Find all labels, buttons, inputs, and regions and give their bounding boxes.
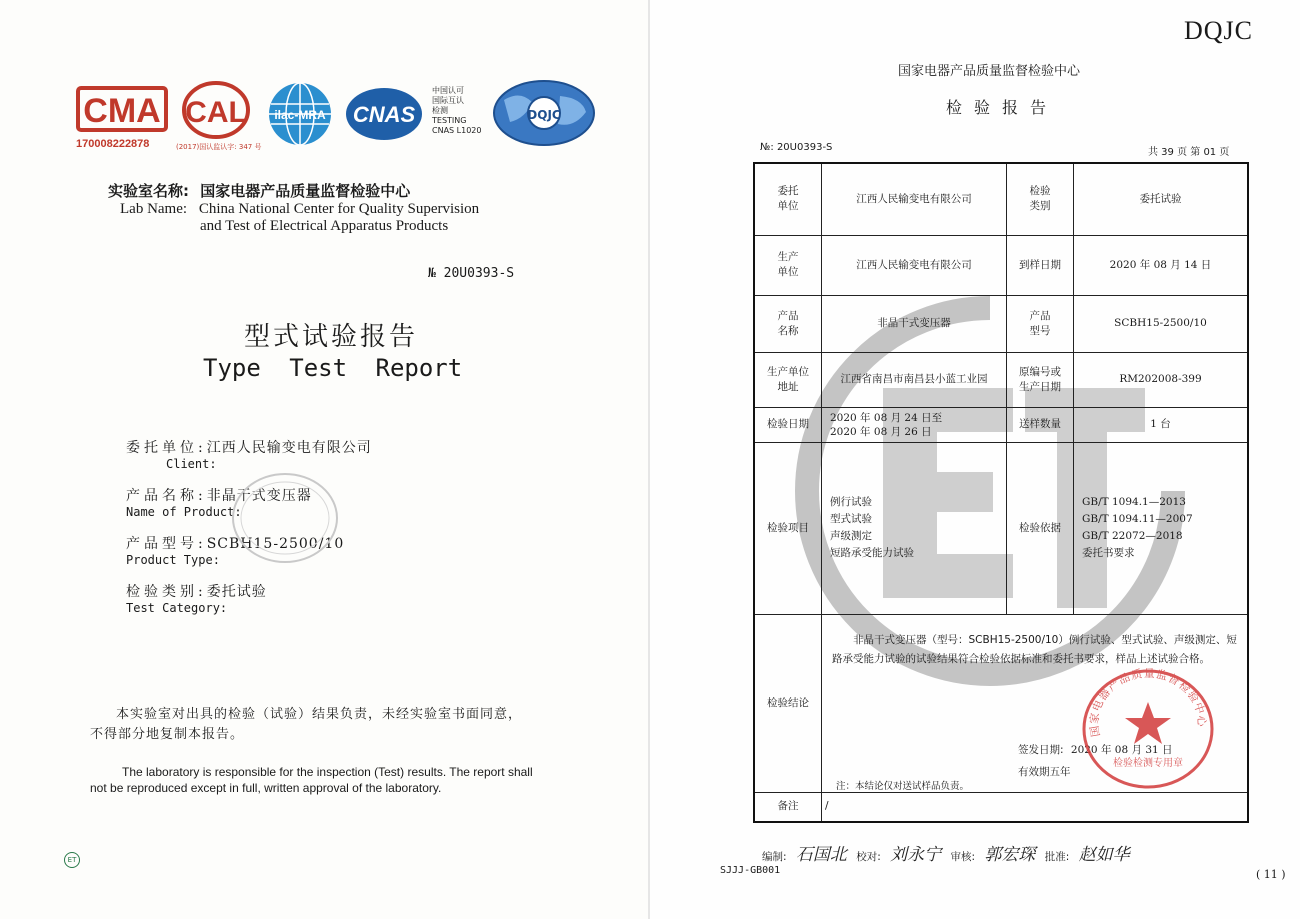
svg-text:CMA: CMA [83, 92, 161, 130]
serial-label: 原编号或 生产日期 [1007, 352, 1074, 407]
remark-label: 备注 [754, 792, 822, 822]
table-row [754, 407, 1248, 442]
conclusion-label: 检验结论 [754, 614, 822, 792]
cal-number: (2017)国认监认字: 347 号 [176, 143, 262, 151]
lab-name-zh: 国家电器产品质量监督检验中心 [200, 182, 411, 200]
product-label: 产品 名称 [754, 295, 822, 352]
cal-logo [176, 80, 262, 151]
field-test-category [126, 581, 586, 629]
field-value: 非晶干式变压器 [206, 488, 312, 504]
field-label-zh: 检验类别: [126, 584, 207, 600]
model-value: SCBH15-2500/10 [1074, 295, 1249, 352]
faint-stamp [230, 470, 340, 570]
svg-text:检验检测专用章: 检验检测专用章 [1113, 758, 1183, 769]
signature-row [762, 840, 1136, 865]
svg-text:ilac-MRA: ilac-MRA [274, 108, 326, 122]
conclusion-text: 非晶干式变压器（型号：SCBH15-2500/10）例行试验、型式试验、声级测定、短路承受能力试验的试验结果符合检验依据标准和委托书要求，样品上述试验合格。 [832, 633, 1237, 665]
serial-value: RM202008-399 [1074, 352, 1249, 407]
statement-en-line2: not be reproduced except in full, written approval of the laboratory. [90, 781, 442, 795]
quantity-value: 1 台 [1074, 407, 1249, 442]
test-date-value [822, 407, 1007, 442]
list-item: 型式试验 [830, 513, 872, 525]
lab-name-label-en: Lab Name: [120, 201, 188, 217]
model-label: 产品 型号 [1007, 295, 1074, 352]
list-item: 短路承受能力试验 [830, 547, 914, 559]
address-label: 生产单位 地址 [754, 352, 822, 407]
field-value: 江西人民输变电有限公司 [206, 440, 372, 456]
svg-text:CAL: CAL [185, 96, 247, 129]
faint-stamp-icon [230, 470, 340, 566]
report-code: DQJC [1184, 16, 1254, 45]
manufacturer-value: 江西人民输变电有限公司 [822, 235, 1007, 295]
field-value: SCBH15-2500/10 [206, 536, 345, 552]
svg-text:CNAS: CNAS [352, 102, 416, 127]
validity: 有效期五年 [1018, 765, 1071, 778]
field-label-zh: 产品名称: [126, 488, 207, 504]
report-title: 检验报告 [946, 98, 1059, 117]
form-code: SJJJ-GB001 [720, 865, 781, 876]
cma-icon [76, 84, 168, 142]
cal-icon [180, 80, 252, 142]
list-item: 委托书要求 [1082, 547, 1135, 559]
table-row [754, 235, 1248, 295]
svg-text:国家电器产品质量监督检验中心: 国家电器产品质量监督检验中心 [1087, 666, 1209, 738]
conclusion-note: 注：本结论仅对送试样品负责。 [836, 780, 970, 792]
manufacturer-label: 生产 单位 [754, 235, 822, 295]
statement-zh-line1: 本实验室对出具的检验（试验）结果负责，未经实验室书面同意， [116, 707, 523, 722]
field-product-name [126, 485, 586, 533]
checked-label: 校对: [856, 851, 881, 863]
dqjc-logo [490, 78, 598, 152]
cma-logo [76, 84, 168, 150]
cnas-line: TESTING [432, 116, 467, 125]
quantity-label: 送样数量 [1007, 407, 1074, 442]
address-value: 江西省南昌市南昌县小蓝工业园 [822, 352, 1007, 407]
reviewed-label: 审核: [950, 851, 976, 863]
corner-mark: ET [64, 852, 80, 868]
seal-icon [1078, 664, 1218, 794]
test-type-value: 委托试验 [1074, 163, 1249, 235]
statement-en-line1: The laboratory is responsible for the inspection (Test) results. The report shall [122, 765, 533, 779]
table-row [754, 442, 1248, 614]
field-client [126, 437, 586, 485]
field-product-type [126, 533, 586, 581]
issue-date-label: 签发日期: [1018, 743, 1064, 756]
list-item: GB/T 1094.1—2013 [1082, 496, 1186, 508]
field-label-zh: 产品型号: [126, 536, 207, 552]
test-date-line: 2020 年 08 月 26 日 [830, 425, 932, 438]
table-row [754, 295, 1248, 352]
list-item: 声级测定 [830, 530, 872, 542]
table-row [754, 163, 1248, 235]
test-type-label: 检验 类别 [1007, 163, 1074, 235]
cnas-caption [432, 86, 481, 136]
cnas-line: 检测 [432, 106, 448, 115]
list-item: GB/T 1094.11—2007 [1082, 513, 1193, 525]
approved-signature: 赵如华 [1078, 845, 1130, 865]
arrival-value: 2020 年 08 月 14 日 [1074, 235, 1249, 295]
cover-fields [126, 437, 586, 629]
cnas-line: 中国认可 [432, 86, 464, 95]
list-item: GB/T 22072—2018 [1082, 530, 1183, 542]
items-list [822, 442, 1007, 614]
client-value: 江西人民输变电有限公司 [822, 163, 1007, 235]
compiled-signature: 石国北 [795, 845, 847, 865]
statement-zh-line2: 不得部分地复制本报告。 [90, 727, 245, 742]
lab-name-en-line1: China National Center for Quality Supervision [198, 201, 480, 217]
remark-value: / [822, 792, 1249, 822]
center-name: 国家电器产品质量监督检验中心 [898, 64, 1081, 79]
cnas-line: 国际互认 [432, 96, 464, 105]
field-label-en: Client: [166, 457, 217, 471]
compiled-label: 编制: [762, 851, 787, 863]
cnas-icon [344, 86, 424, 142]
ilac-logo [266, 80, 334, 152]
page-mark: ( 11 ) [1256, 868, 1286, 881]
table-row [754, 352, 1248, 407]
test-date-label: 检验日期 [754, 407, 822, 442]
items-label: 检验项目 [754, 442, 822, 614]
cover-report-number: № 20U0393-S [428, 266, 515, 281]
red-seal [1078, 664, 1218, 798]
basis-list [1074, 442, 1249, 614]
field-value: 委托试验 [206, 584, 267, 600]
field-label-zh: 委托单位: [126, 440, 207, 456]
title-zh: 型式试验报告 [244, 322, 419, 352]
page-count: 共 39 页 第 01 页 [1148, 147, 1230, 158]
report-number: №: 20U0393-S [760, 142, 833, 153]
checked-signature: 刘永宁 [890, 845, 942, 865]
field-label-en: Test Category: [126, 601, 228, 615]
lab-name-zh-row [108, 180, 410, 201]
lab-name-en-row [120, 201, 479, 218]
issue-date-value: 2020 年 08 月 31 日 [1070, 743, 1173, 756]
ilac-globe-icon [266, 80, 334, 148]
product-value: 非晶干式变压器 [822, 295, 1007, 352]
test-date-line: 2020 年 08 月 24 日至 [830, 411, 943, 424]
title-en: Type Test Report [203, 354, 463, 382]
lab-name-en-line2: and Test of Electrical Apparatus Products [200, 218, 449, 234]
field-label-en: Product Type: [126, 553, 220, 567]
reviewed-signature: 郭宏琛 [984, 845, 1036, 865]
dqjc-globe-icon [490, 78, 598, 148]
list-item: 例行试验 [830, 496, 872, 508]
field-label-en: Name of Product: [126, 505, 242, 519]
svg-text:DQJC: DQJC [527, 108, 561, 122]
client-label: 委托 单位 [754, 163, 822, 235]
cma-number: 170008222878 [76, 138, 150, 150]
arrival-label: 到样日期 [1007, 235, 1074, 295]
cnas-logo [344, 86, 424, 146]
basis-label: 检验依据 [1007, 442, 1074, 614]
lab-name-label-zh: 实验室名称: [108, 182, 189, 200]
cover-page [0, 0, 648, 919]
cnas-line: CNAS L1020 [432, 126, 482, 135]
approved-label: 批准: [1044, 851, 1070, 863]
